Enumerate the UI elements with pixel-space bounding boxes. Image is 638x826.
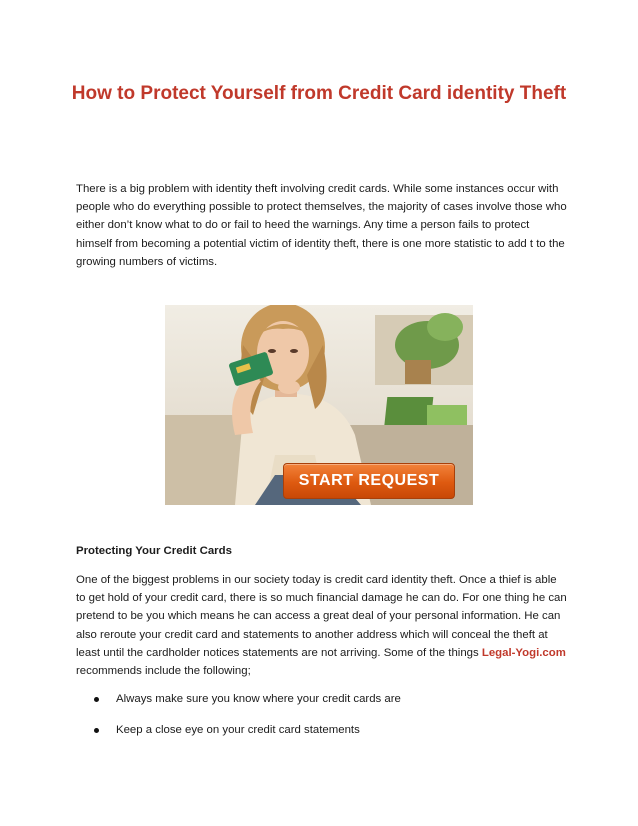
start-request-button[interactable]: START REQUEST xyxy=(283,463,455,499)
list-item-text: Keep a close eye on your credit card statements xyxy=(116,724,360,736)
section-paragraph-text: One of the biggest problems in our society today is credit card identity theft. Once a thief is able to get hold of your credit card, there is so much financial damage he can do. For one thing he can pretend to be you which means he can access a great deal of your personal information. He can also reroute your credit card and statements to another address which will conceal the theft at least until the cardholder notices statements are not arriving. Some of the things xyxy=(76,574,567,659)
list-item-text: Always make sure you know where your credit cards are xyxy=(116,693,401,705)
bullet-icon xyxy=(94,728,99,733)
recommendations-list xyxy=(92,690,562,752)
woman-holding-credit-card-photo xyxy=(165,305,473,505)
section-paragraph xyxy=(76,571,568,680)
section-paragraph-text-end: recommends include the following; xyxy=(76,665,251,678)
intro-paragraph: There is a big problem with identity theft involving credit cards. While some instances occur with people who do everything possible to protect themselves, the majority of cases involve those who either don’t know what to do or fail to heed the warnings. Any time a person fails to protect himself from becoming a potential victim of identity theft, there is one more statistic to add t to the growing numbers of victims. xyxy=(76,183,567,268)
bullet-icon xyxy=(94,697,99,702)
page-title: How to Protect Yourself from Credit Card identity Theft xyxy=(71,83,567,104)
legal-yogi-link[interactable]: Legal-Yogi.com xyxy=(481,646,566,659)
section-heading: Protecting Your Credit Cards xyxy=(76,545,232,557)
list-item xyxy=(92,721,562,739)
list-item xyxy=(92,690,562,708)
